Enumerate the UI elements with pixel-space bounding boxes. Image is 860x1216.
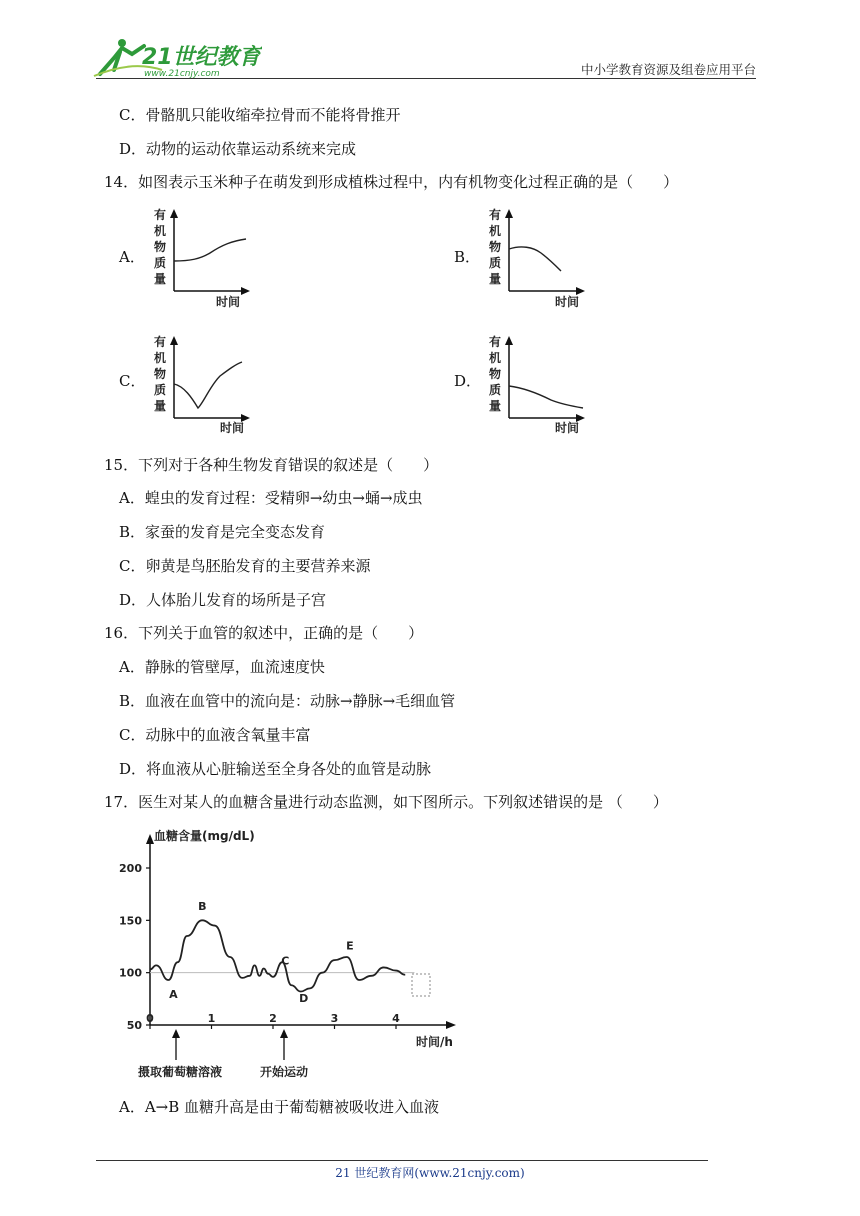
logo-url-text: www.21cnjy.com <box>144 69 220 79</box>
x-tick-label: 1 <box>207 1012 216 1025</box>
q13-option-c: C．骨骼肌只能收缩牵拉骨而不能将骨推开 <box>119 106 401 124</box>
x-axis-label: 时间 <box>555 421 580 435</box>
q17-stem: 17．医生对某人的血糖含量进行动态监测，如下图所示。下列叙述错误的是 （ ） <box>104 793 668 811</box>
footer-divider <box>96 1160 708 1161</box>
q13-option-d: D．动物的运动依靠运动系统来完成 <box>119 140 357 158</box>
blood-glucose-chart <box>110 820 480 1085</box>
chart-x-arrow <box>446 1021 456 1029</box>
point-label-c: C <box>281 954 290 968</box>
q16-option-a: A．静脉的管壁厚，血流速度快 <box>119 658 325 676</box>
x-tick-label: 2 <box>269 1012 277 1025</box>
chart-y-label: 血糖含量(mg/dL) <box>154 829 255 843</box>
y-axis-char: 质 <box>154 256 167 270</box>
x-axis-label: 时间 <box>555 295 580 309</box>
q16-option-b: B．血液在血管中的流向是：动脉→静脉→毛细血管 <box>119 692 456 710</box>
q14-label-a: A． <box>119 248 145 266</box>
y-axis-char: 物 <box>154 367 167 381</box>
annotation-exercise: 开始运动 <box>260 1065 309 1079</box>
y-axis-char: 质 <box>489 256 502 270</box>
q17-option-a: A．A→B 血糖升高是由于葡萄糖被吸收进入血液 <box>119 1098 440 1116</box>
point-label-d: D <box>299 991 309 1005</box>
y-axis-char: 机 <box>489 224 502 238</box>
q14-graph-b <box>485 205 595 310</box>
q15-option-c: C．卵黄是鸟胚胎发育的主要营养来源 <box>119 557 371 575</box>
y-axis-char: 有 <box>154 208 167 222</box>
footer-text: 21 世纪教育网(www.21cnjy.com) <box>335 1166 525 1180</box>
q14-graph-a <box>150 205 260 310</box>
y-axis-char: 有 <box>489 335 502 349</box>
y-axis-char: 有 <box>154 335 167 349</box>
q14-graph-c <box>150 332 260 437</box>
site-logo <box>92 30 262 80</box>
y-tick-label: 100 <box>119 966 142 980</box>
q15-option-b: B．家蚕的发育是完全变态发育 <box>119 523 326 541</box>
y-tick-label: 150 <box>119 914 142 928</box>
y-axis-char: 量 <box>489 399 502 413</box>
x-axis-label: 时间 <box>216 295 241 309</box>
q14-label-d: D． <box>454 372 482 390</box>
y-axis-char: 质 <box>154 383 167 397</box>
logo-text: 21世纪教育 <box>142 45 261 70</box>
y-axis-char: 物 <box>489 367 502 381</box>
q14-label-c: C． <box>119 372 146 390</box>
annotation-glucose: 摄取葡萄糖溶液 <box>138 1065 223 1079</box>
y-axis-char: 物 <box>154 240 167 254</box>
q15-stem: 15．下列对于各种生物发育错误的叙述是（ ） <box>104 456 439 474</box>
q14-label-b: B． <box>454 248 481 266</box>
header-divider <box>96 78 756 79</box>
y-axis-char: 有 <box>489 208 502 222</box>
q16-option-d: D．将血液从心脏输送至全身各处的血管是动脉 <box>119 760 432 778</box>
y-axis-char: 质 <box>489 383 502 397</box>
y-axis-char: 物 <box>489 240 502 254</box>
x-tick-label: 4 <box>392 1012 400 1025</box>
header-platform-text: 中小学教育资源及组卷应用平台 <box>580 62 756 77</box>
chart-dashed-box <box>412 974 430 996</box>
chart-y-arrow <box>146 834 154 844</box>
y-axis-char: 量 <box>154 399 167 413</box>
x-axis-label: 时间 <box>220 421 245 435</box>
y-axis-char: 量 <box>489 272 502 286</box>
y-axis-char: 机 <box>154 351 167 365</box>
q14-graph-d <box>485 332 595 437</box>
q16-stem: 16．下列关于血管的叙述中，正确的是（ ） <box>104 624 424 642</box>
chart-x-label: 时间/h <box>416 1035 453 1049</box>
y-tick-label: 200 <box>119 862 142 875</box>
point-label-e: E <box>346 939 354 953</box>
chart-series-line <box>150 920 405 991</box>
y-tick-label: 50 <box>126 1019 142 1032</box>
point-label-a: A <box>169 987 178 1001</box>
glucose-arrow-head <box>172 1029 180 1038</box>
point-label-b: B <box>198 899 207 913</box>
y-axis-char: 量 <box>154 272 167 286</box>
q15-option-a: A．蝗虫的发育过程：受精卵→幼虫→蛹→成虫 <box>119 489 423 507</box>
q16-option-c: C．动脉中的血液含氧量丰富 <box>119 726 311 744</box>
exercise-arrow-head <box>280 1029 288 1038</box>
x-tick-label: 0 <box>146 1012 154 1025</box>
q14-stem: 14．如图表示玉米种子在萌发到形成植株过程中，内有机物变化过程正确的是（ ） <box>104 173 679 191</box>
y-axis-char: 机 <box>154 224 167 238</box>
x-tick-label: 3 <box>330 1012 339 1025</box>
q15-option-d: D．人体胎儿发育的场所是子宫 <box>119 591 327 609</box>
y-axis-char: 机 <box>489 351 502 365</box>
